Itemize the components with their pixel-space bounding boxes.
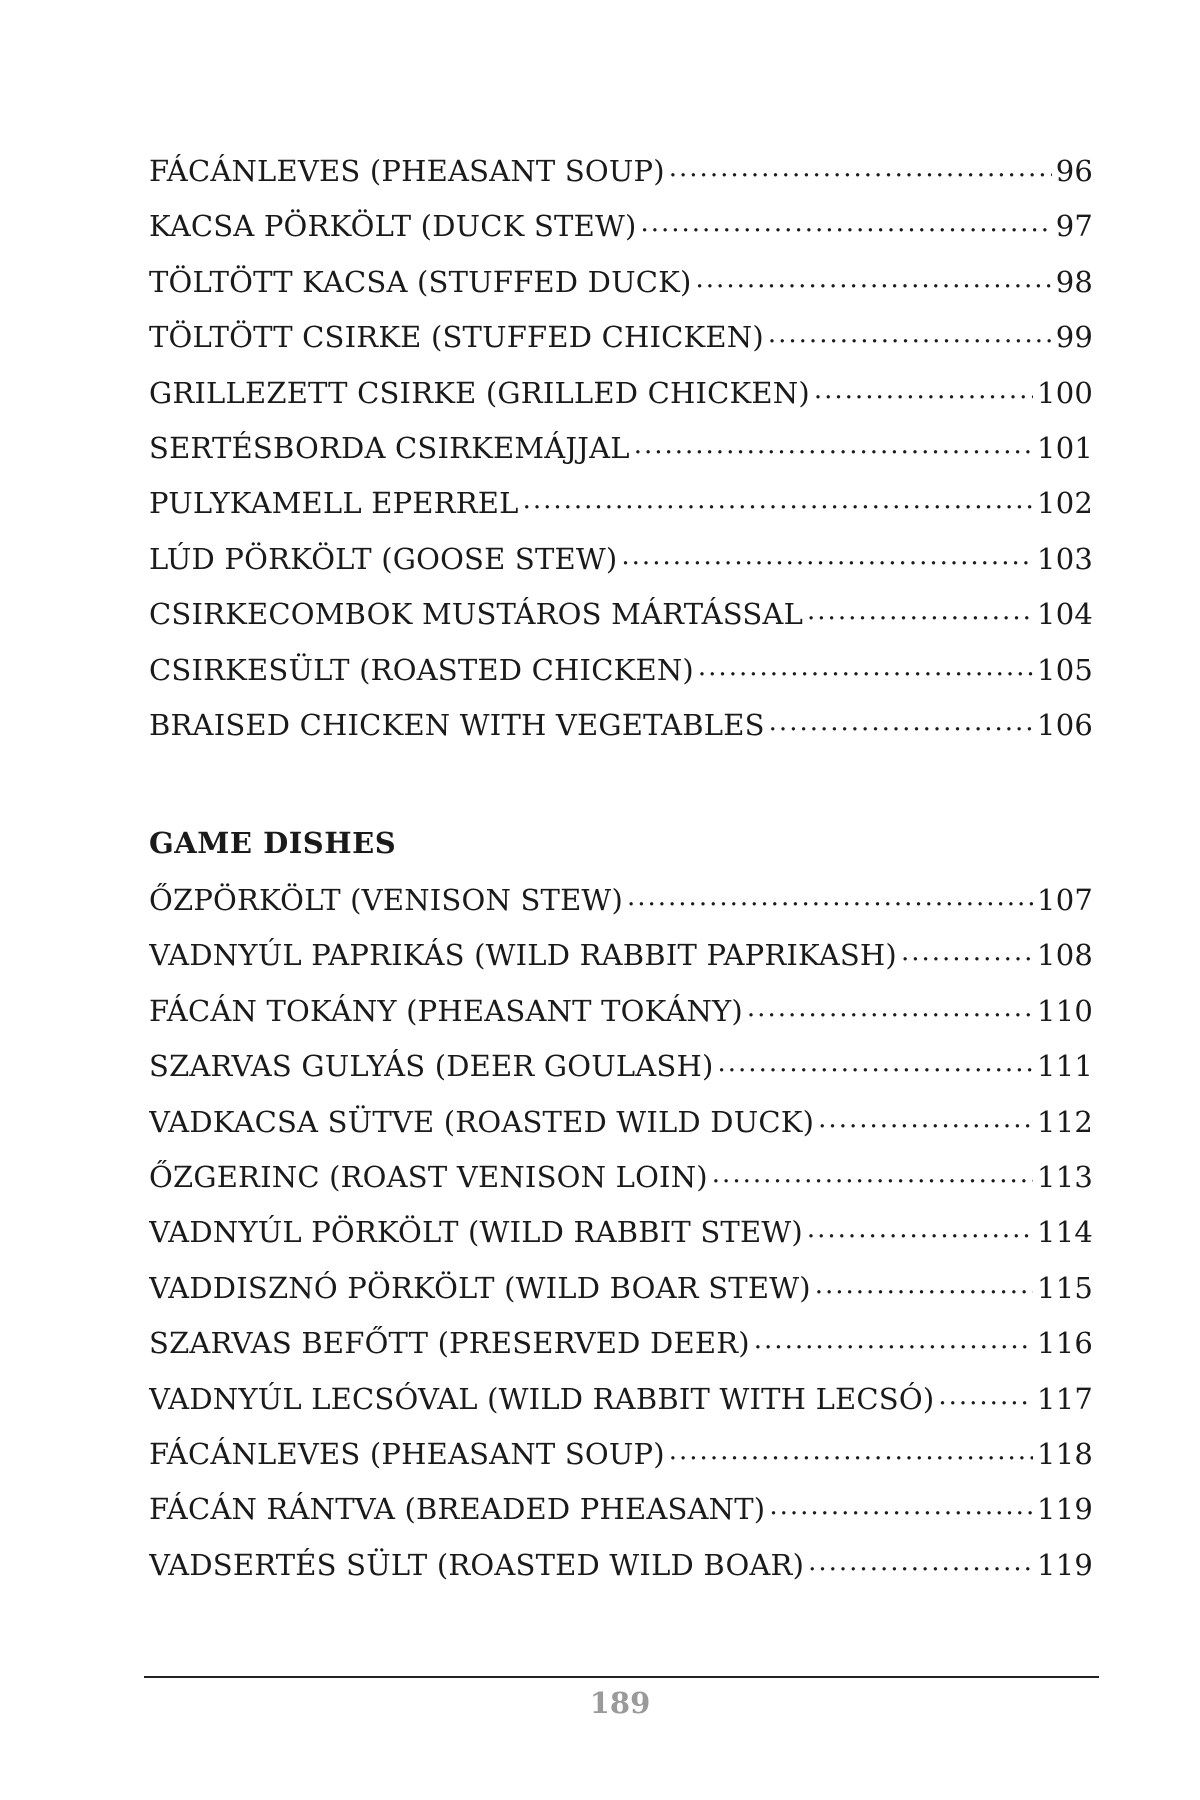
- dot-leader: [718, 1047, 1034, 1076]
- toc-entry-page: 107: [1037, 883, 1093, 917]
- footer-rule: [144, 1676, 1099, 1678]
- toc-entry-title: TÖLTÖTT KACSA (STUFFED DUCK): [149, 264, 692, 299]
- toc-entry-title: SERTÉSBORDA CSIRKEMÁJJAL: [149, 430, 630, 465]
- toc-entry-title: BRAISED CHICKEN WITH VEGETABLES: [149, 707, 765, 742]
- toc-entry[interactable]: [149, 706, 1093, 761]
- dot-leader: [669, 1435, 1033, 1464]
- dot-leader: [901, 936, 1033, 965]
- toc-entry-title: GRILLEZETT CSIRKE (GRILLED CHICKEN): [149, 375, 810, 410]
- dot-leader: [754, 1324, 1033, 1353]
- toc-entry[interactable]: [149, 1047, 1093, 1102]
- dot-leader: [640, 207, 1051, 236]
- toc-entry[interactable]: [149, 207, 1093, 262]
- toc-entry[interactable]: [149, 429, 1093, 484]
- toc-entry-title: FÁCÁN TOKÁNY (PHEASANT TOKÁNY): [149, 993, 743, 1028]
- toc-entry-page: 105: [1037, 652, 1093, 687]
- dot-leader: [712, 1158, 1033, 1187]
- toc-entry-page: 96: [1055, 154, 1093, 188]
- toc-entry-title: VADNYÚL PÖRKÖLT (WILD RABBIT STEW): [149, 1215, 803, 1250]
- dot-leader: [807, 595, 1033, 624]
- toc-entry-page: 98: [1055, 264, 1093, 299]
- dot-leader: [627, 881, 1033, 910]
- toc-entry[interactable]: [149, 651, 1093, 706]
- toc-entry-title: CSIRKESÜLT (ROASTED CHICKEN): [149, 652, 694, 687]
- dot-leader: [698, 651, 1033, 680]
- toc-entry[interactable]: [149, 881, 1093, 936]
- toc-entry[interactable]: [149, 1269, 1093, 1324]
- toc-entry-page: 116: [1037, 1326, 1093, 1361]
- dot-leader: [669, 152, 1052, 181]
- dot-leader: [808, 1546, 1033, 1575]
- toc-entry[interactable]: [149, 484, 1093, 539]
- toc-entry-title: VADNYÚL PAPRIKÁS (WILD RABBIT PAPRIKASH): [149, 938, 897, 973]
- toc-entry-page: 119: [1037, 1492, 1093, 1527]
- dot-leader: [769, 1490, 1033, 1519]
- dot-leader: [768, 318, 1052, 347]
- toc-entry[interactable]: [149, 595, 1093, 650]
- toc-list-game-dishes: [149, 881, 1093, 1601]
- toc-entry-page: 118: [1037, 1436, 1093, 1471]
- toc-entry[interactable]: [149, 936, 1093, 991]
- toc-entry-title: FÁCÁNLEVES (PHEASANT SOUP): [149, 1436, 665, 1471]
- toc-entry-title: SZARVAS GULYÁS (DEER GOULASH): [149, 1049, 714, 1084]
- toc-entry-page: 97: [1055, 209, 1093, 244]
- dot-leader: [818, 1103, 1033, 1132]
- section-heading: GAME DISHES: [149, 826, 397, 860]
- toc-entry[interactable]: [149, 263, 1093, 318]
- dot-leader: [938, 1380, 1033, 1409]
- toc-entry-page: 102: [1037, 486, 1093, 521]
- toc-entry-title: LÚD PÖRKÖLT (GOOSE STEW): [149, 541, 618, 576]
- toc-entry-title: VADNYÚL LECSÓVAL (WILD RABBIT WITH LECSÓ): [149, 1381, 935, 1416]
- toc-entry[interactable]: [149, 318, 1093, 373]
- toc-entry[interactable]: [149, 992, 1093, 1047]
- toc-entry[interactable]: [149, 1324, 1093, 1379]
- toc-entry-page: 103: [1037, 541, 1093, 576]
- toc-entry[interactable]: [149, 1490, 1093, 1545]
- toc-entry-title: ŐZPÖRKÖLT (VENISON STEW): [149, 883, 623, 917]
- toc-entry-page: 119: [1037, 1547, 1093, 1582]
- toc-entry-page: 115: [1037, 1270, 1093, 1305]
- toc-entry[interactable]: [149, 540, 1093, 595]
- toc-entry-title: KACSA PÖRKÖLT (DUCK STEW): [149, 209, 637, 244]
- dot-leader: [814, 374, 1033, 403]
- dot-leader: [696, 263, 1052, 292]
- toc-entry-title: FÁCÁN RÁNTVA (BREADED PHEASANT): [149, 1492, 766, 1527]
- dot-leader: [523, 484, 1033, 513]
- toc-entry-title: ŐZGERINC (ROAST VENISON LOIN): [149, 1159, 708, 1194]
- toc-list-poultry: [149, 152, 1093, 761]
- dot-leader: [769, 706, 1033, 735]
- toc-entry[interactable]: [149, 1158, 1093, 1213]
- toc-entry-title: VADKACSA SÜTVE (ROASTED WILD DUCK): [149, 1104, 815, 1139]
- toc-entry-page: 99: [1055, 320, 1093, 355]
- toc-entry-page: 111: [1037, 1049, 1093, 1084]
- dot-leader: [807, 1213, 1033, 1242]
- toc-entry[interactable]: [149, 1380, 1093, 1435]
- toc-entry-title: TÖLTÖTT CSIRKE (STUFFED CHICKEN): [149, 320, 764, 355]
- toc-entry-page: 108: [1037, 938, 1093, 973]
- toc-entry-title: FÁCÁNLEVES (PHEASANT SOUP): [149, 154, 665, 188]
- toc-entry-title: VADDISZNÓ PÖRKÖLT (WILD BOAR STEW): [149, 1270, 811, 1305]
- toc-entry-page: 110: [1037, 993, 1093, 1028]
- toc-entry[interactable]: [149, 152, 1093, 207]
- toc-entry[interactable]: [149, 1546, 1093, 1601]
- toc-entry[interactable]: [149, 1435, 1093, 1490]
- toc-entry-page: 101: [1037, 430, 1093, 465]
- toc-entry-page: 106: [1037, 707, 1093, 742]
- toc-entry-page: 104: [1037, 597, 1093, 632]
- toc-entry-page: 113: [1037, 1159, 1093, 1194]
- toc-entry-page: 114: [1037, 1215, 1093, 1250]
- toc-entry-title: VADSERTÉS SÜLT (ROASTED WILD BOAR): [149, 1547, 805, 1582]
- toc-entry[interactable]: [149, 374, 1093, 429]
- page-number: 189: [589, 1686, 651, 1720]
- toc-entry-title: PULYKAMELL EPERREL: [149, 486, 519, 521]
- dot-leader: [747, 992, 1033, 1021]
- toc-entry[interactable]: [149, 1213, 1093, 1268]
- toc-entry-title: CSIRKECOMBOK MUSTÁROS MÁRTÁSSAL: [149, 597, 804, 632]
- toc-entry-page: 117: [1037, 1381, 1093, 1416]
- toc-entry-page: 100: [1037, 375, 1093, 410]
- toc-entry-page: 112: [1037, 1104, 1093, 1139]
- toc-entry[interactable]: [149, 1103, 1093, 1158]
- dot-leader: [621, 540, 1033, 569]
- dot-leader: [634, 429, 1033, 458]
- dot-leader: [815, 1269, 1033, 1298]
- toc-entry-title: SZARVAS BEFŐTT (PRESERVED DEER): [149, 1326, 750, 1361]
